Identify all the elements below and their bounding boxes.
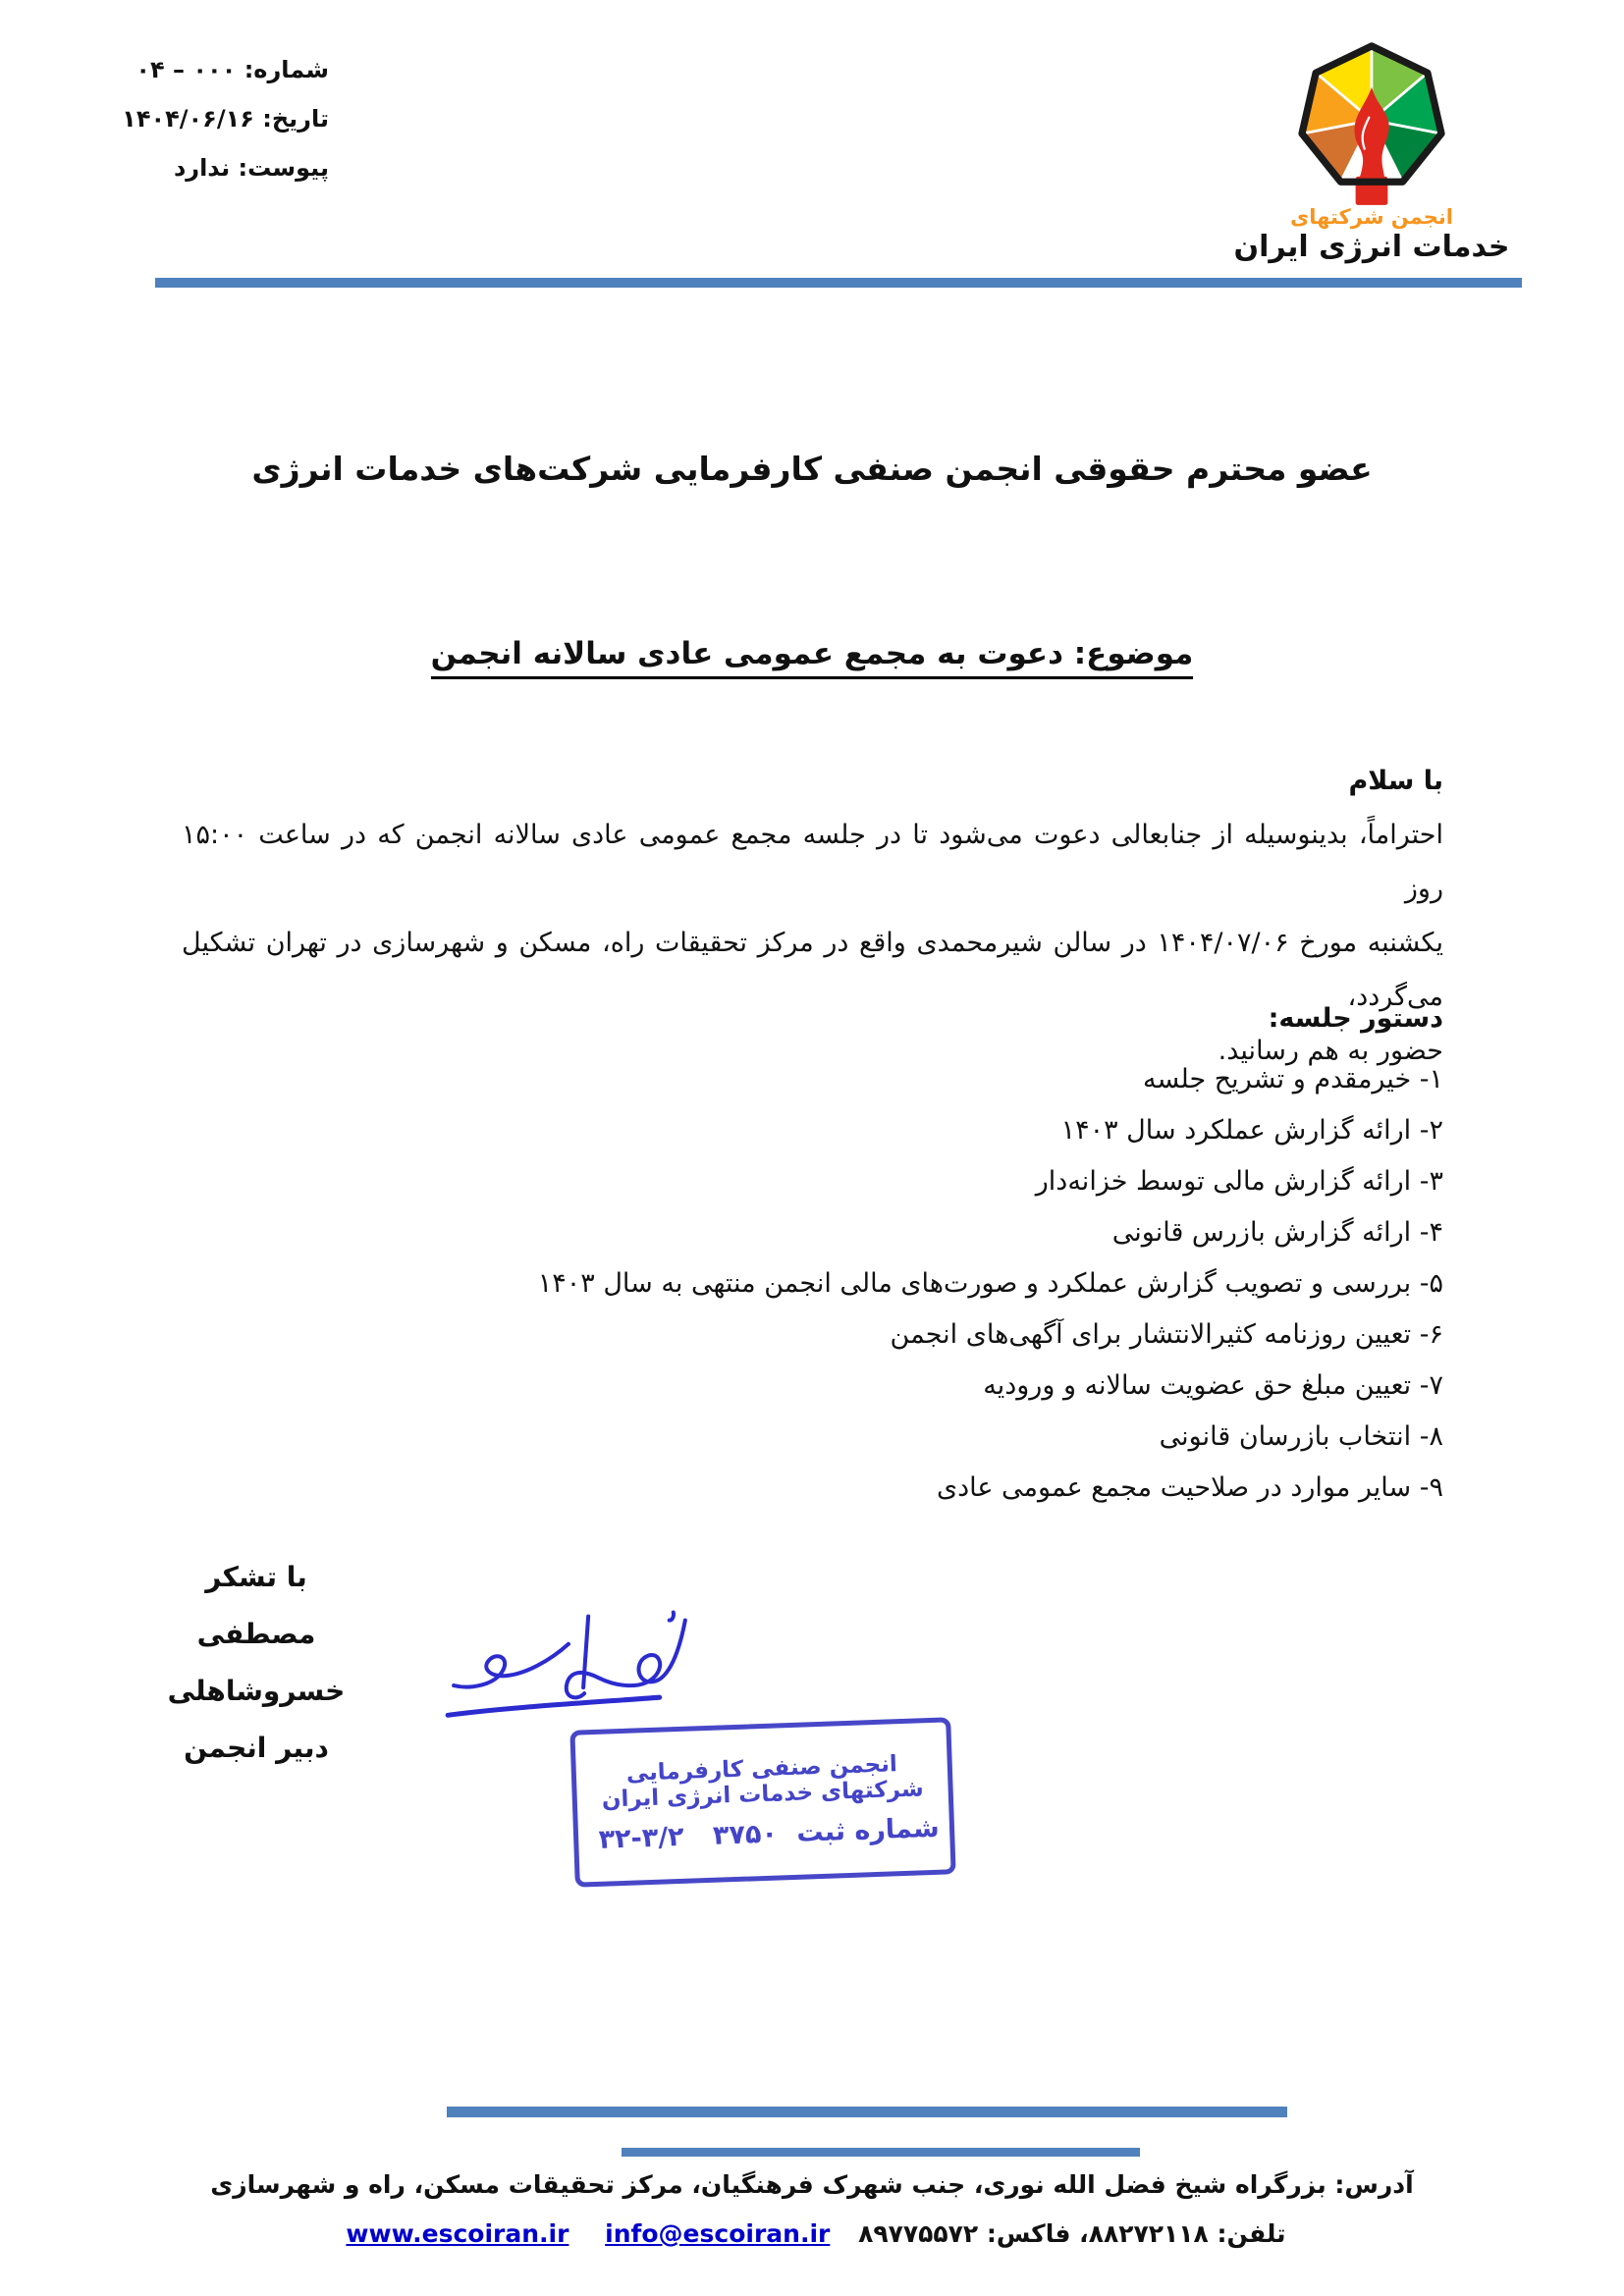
ref-attachment-value: ندارد — [173, 154, 231, 182]
body-line-1: احتراماً، بدینوسیله از جنابعالی دعوت می‌شود تا در جلسه مجمع عمومی عادی سالانه انجمن که در ساعت ۱۵:۰۰ روز — [182, 820, 1443, 904]
stamp-registration-number — [578, 1812, 950, 1855]
website-link[interactable]: www.escoiran.ir — [346, 2219, 569, 2248]
stamp-reg-num1: ۳۷۵۰ — [712, 1818, 779, 1851]
footer-phone-fax: تلفن: ۸۸۲۷۲۱۱۸، فاکس: ۸۹۷۷۵۵۷۲ — [858, 2219, 1286, 2248]
agenda-title: دستور جلسه: — [1268, 1003, 1443, 1034]
reference-block — [122, 45, 329, 192]
signer-role: دبیر انجمن — [184, 1732, 329, 1764]
signer-name: مصطفی خسروشاهلی — [167, 1618, 346, 1707]
stamp-reg-label: شماره ثبت — [795, 1812, 941, 1848]
agenda-item-1: ۱- خیرمقدم و تشریح جلسه — [1142, 1064, 1443, 1095]
stamp-org-name: انجمن صنفی کارفرمایی شرکتهای خدمات انرژی ایران — [601, 1750, 925, 1813]
header-rule — [155, 278, 1522, 288]
agenda-item-4: ۴- ارائه گزارش بازرس قانونی — [1111, 1217, 1443, 1248]
ref-date-label: تاریخ: — [262, 105, 329, 133]
org-name-line1: انجمن شرکتهای — [1289, 205, 1453, 229]
registration-stamp — [569, 1717, 955, 1887]
ref-date — [122, 94, 329, 143]
ref-number — [137, 45, 329, 94]
org-name-line2: خدمات انرژی ایران — [1233, 230, 1510, 264]
stamp-reg-num2: ۳۲-۳/۲ — [598, 1821, 685, 1855]
footer-bar-top — [447, 2107, 1287, 2117]
association-logo-icon — [1282, 27, 1461, 212]
footer-bar-bottom — [622, 2148, 1140, 2157]
subject-line: موضوع: دعوت به مجمع عمومی عادی سالانه انجمن — [431, 636, 1194, 679]
signature — [430, 1602, 707, 1741]
recipient-title: عضو محترم حقوقی انجمن صنفی کارفرمایی شرکت‌های خدمات انرژی — [251, 450, 1373, 488]
agenda-item-2: ۲- ارائه گزارش عملکرد سال ۱۴۰۳ — [1060, 1115, 1443, 1146]
salutation: با سلام — [1348, 766, 1443, 796]
agenda-item-6: ۶- تعیین روزنامه کثیرالانتشار برای آگهی‌های انجمن — [890, 1319, 1443, 1350]
agenda-item-3: ۳- ارائه گزارش مالی توسط خزانه‌دار — [1035, 1166, 1443, 1197]
subject-line-wrap — [0, 636, 1624, 671]
ref-date-value: ۱۴۰۴/۰۶/۱۶ — [122, 105, 254, 133]
ref-number-label: شماره: — [244, 56, 329, 83]
association-logo-block — [1229, 27, 1514, 265]
ref-attachment — [137, 143, 329, 192]
closing-block — [142, 1549, 370, 1777]
agenda-item-5: ۵- بررسی و تصویب گزارش عملکرد و صورت‌های مالی انجمن منتهی به سال ۱۴۰۳ — [537, 1268, 1443, 1299]
body-line-3: حضور به هم رسانید. — [1218, 1036, 1443, 1066]
email-link[interactable]: info@escoiran.ir — [605, 2219, 831, 2248]
footer-contact — [98, 2215, 1526, 2254]
footer-address: آدرس: بزرگراه شیخ فضل الله نوری، جنب شهرک فرهنگیان، مرکز تحقیقات مسکن، راه و شهرسازی — [210, 2170, 1414, 2199]
ref-number-value: ۰۰۰ – ۰۴ — [135, 56, 237, 83]
ref-attachment-label: پیوست: — [238, 154, 329, 182]
agenda-block — [182, 993, 1443, 1514]
body-line-2: یکشنبه مورخ ۱۴۰۴/۰۷/۰۶ در سالن شیرمحمدی واقع در مرکز تحقیقات راه، مسکن و شهرسازی در تهران تشکیل می‌گردد، — [182, 928, 1443, 1012]
agenda-item-9: ۹- سایر موارد در صلاحیت مجمع عمومی عادی — [936, 1472, 1443, 1503]
agenda-item-7: ۷- تعیین مبلغ حق عضویت سالانه و ورودیه — [983, 1370, 1443, 1401]
agenda-item-8: ۸- انتخاب بازرسان قانونی — [1159, 1421, 1443, 1452]
closing-thanks: با تشکر — [205, 1561, 307, 1593]
